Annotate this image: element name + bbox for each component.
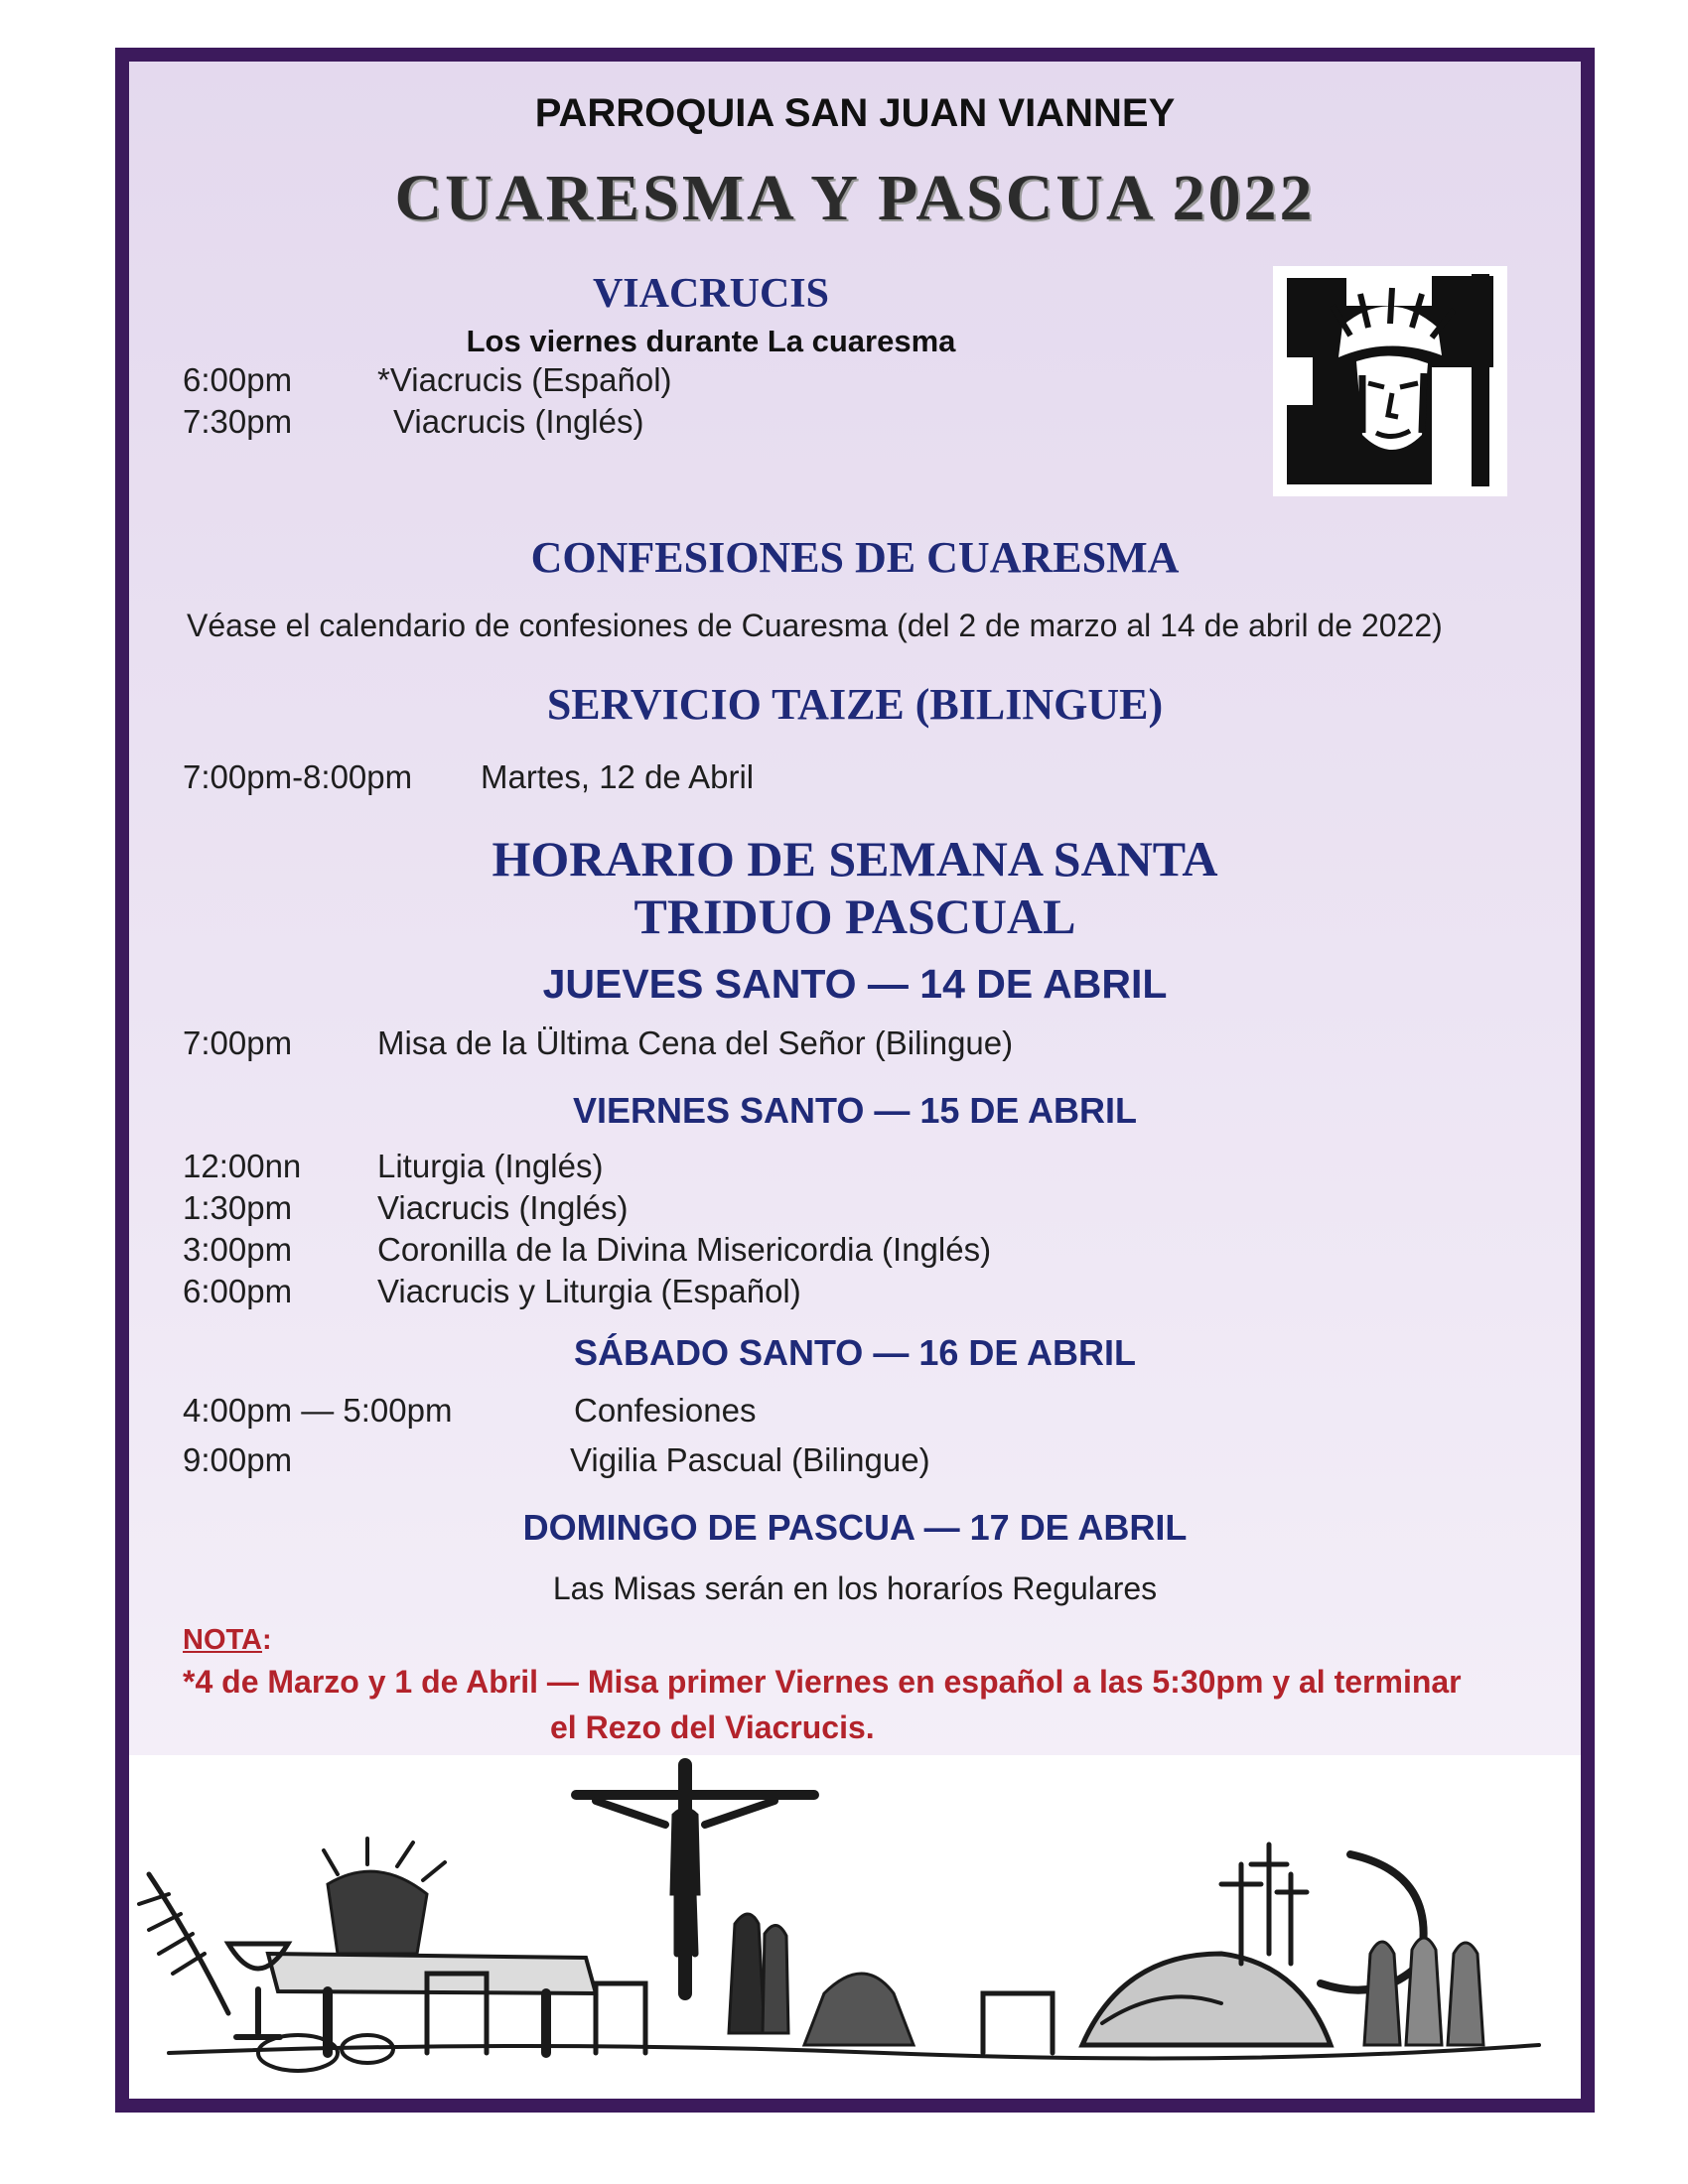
flyer-frame	[115, 48, 1595, 2113]
confesiones-heading: CONFESIONES DE CUARESMA	[530, 533, 1180, 582]
jueves-santo-heading: JUEVES SANTO — 14 DE ABRIL	[542, 961, 1168, 1007]
viacrucis-desc-2: Viacrucis (Inglés)	[393, 403, 644, 440]
viernes-time-3: 3:00pm	[183, 1231, 293, 1268]
semana-santa-heading: HORARIO DE SEMANA SANTA	[492, 831, 1218, 887]
viernes-time-1: 12:00nn	[183, 1148, 302, 1184]
jueves-desc-1: Misa de la Ültima Cena del Señor (Bilingue)	[377, 1024, 1014, 1061]
triduo-pascual-heading: TRIDUO PASCUAL	[633, 888, 1076, 944]
viacrucis-heading: VIACRUCIS	[592, 271, 830, 317]
nota-colon: :	[262, 1624, 272, 1656]
sabado-time-2: 9:00pm	[183, 1441, 293, 1478]
viernes-desc-4: Viacrucis y Liturgia (Español)	[377, 1273, 801, 1309]
passion-scene-illustration	[129, 1755, 1581, 2099]
viacrucis-subheading: Los viernes durante La cuaresma	[466, 324, 956, 358]
sabado-santo-heading: SÁBADO SANTO — 16 DE ABRIL	[573, 1332, 1137, 1373]
nota-line-2: el Rezo del Viacrucis.	[550, 1709, 875, 1745]
viernes-desc-3: Coronilla de la Divina Misericordia (Inglés)	[377, 1231, 992, 1268]
domingo-pascua-heading: DOMINGO DE PASCUA — 17 DE ABRIL	[522, 1507, 1188, 1548]
sabado-time-1: 4:00pm — 5:00pm	[183, 1392, 453, 1429]
viacrucis-time-2: 7:30pm	[183, 403, 293, 440]
nota-label: NOTA	[183, 1624, 263, 1656]
viernes-time-4: 6:00pm	[183, 1273, 293, 1309]
sabado-desc-2: Vigilia Pascual (Bilingue)	[570, 1441, 930, 1478]
taize-time: 7:00pm-8:00pm	[183, 758, 413, 795]
viernes-desc-2: Viacrucis (Inglés)	[377, 1189, 629, 1226]
viacrucis-time-1: 6:00pm	[183, 361, 293, 398]
viernes-desc-1: Liturgia (Inglés)	[377, 1148, 604, 1184]
jueves-time-1: 7:00pm	[183, 1024, 293, 1061]
confesiones-text: Véase el calendario de confesiones de Cuaresma (del 2 de marzo al 14 de abril de 2022)	[187, 608, 1443, 643]
jesus-crown-of-thorns-image	[1273, 266, 1507, 496]
domingo-text: Las Misas serán en los horaríos Regulares	[552, 1570, 1158, 1606]
parish-name: PARROQUIA SAN JUAN VIANNEY	[534, 91, 1176, 135]
nota-line-1: *4 de Marzo y 1 de Abril — Misa primer Viernes en español a las 5:30pm y al terminar	[183, 1664, 1462, 1700]
taize-desc: Martes, 12 de Abril	[481, 758, 755, 795]
sabado-desc-1: Confesiones	[574, 1392, 757, 1429]
viernes-time-2: 1:30pm	[183, 1189, 293, 1226]
viernes-santo-heading: VIERNES SANTO — 15 DE ABRIL	[572, 1090, 1138, 1131]
nota-label-wrapper	[183, 1624, 272, 1657]
viacrucis-desc-1: *Viacrucis (Español)	[377, 361, 672, 398]
page-title: CUARESMA Y PASCUA 2022	[394, 162, 1316, 234]
taize-heading: SERVICIO TAIZE (BILINGUE)	[546, 680, 1164, 729]
